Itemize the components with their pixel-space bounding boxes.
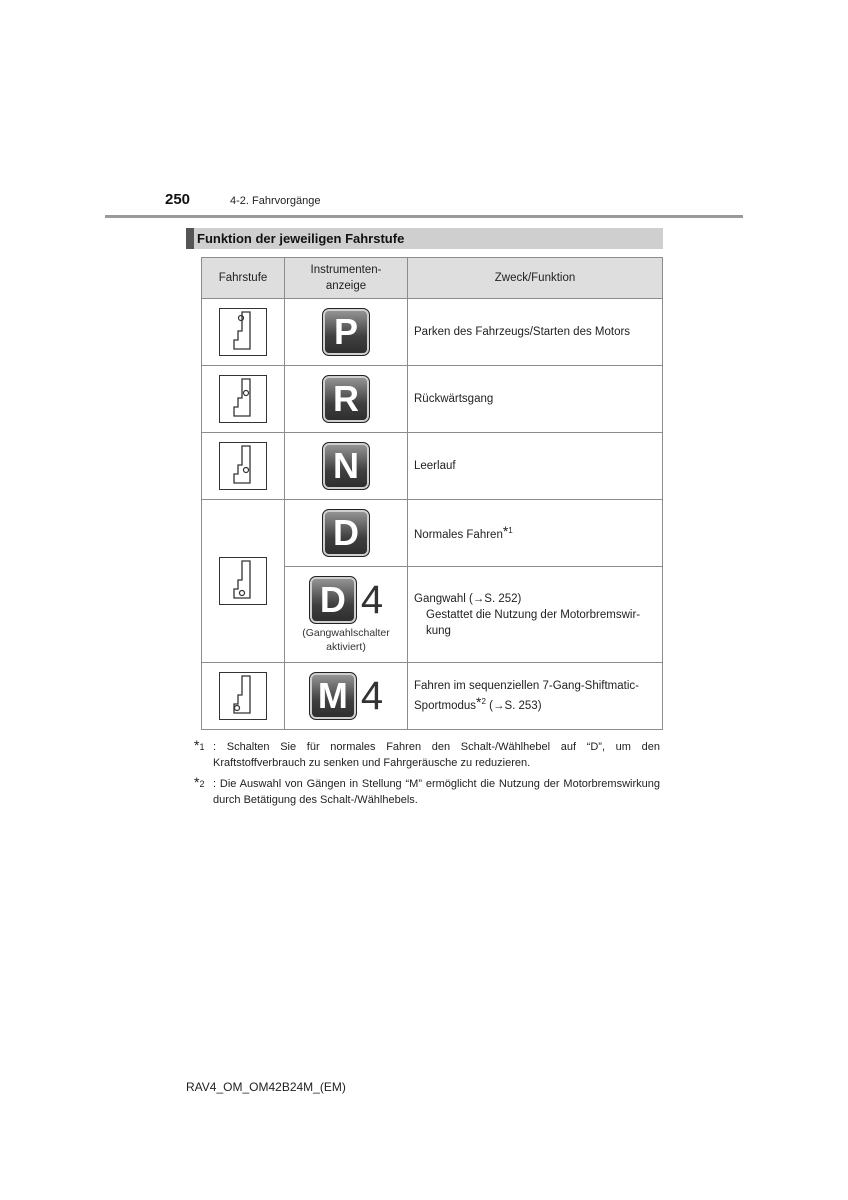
footnote-star: * bbox=[502, 523, 509, 540]
page-number: 250 bbox=[165, 191, 191, 208]
table-row bbox=[202, 500, 663, 567]
shift-gate-r-icon bbox=[219, 375, 267, 423]
document-code: RAV4_OM_OM42B24M_(EM) bbox=[186, 1080, 346, 1094]
indicator-d4 bbox=[309, 576, 383, 624]
indicator-p-badge: P bbox=[322, 308, 370, 356]
indicator-m-badge: M bbox=[309, 672, 357, 720]
table-row bbox=[202, 366, 663, 433]
description-p: Parken des Fahrzeugs/Starten des Motors bbox=[408, 299, 663, 366]
table-row bbox=[202, 299, 663, 366]
table-row bbox=[202, 663, 663, 730]
description-d: Normales Fahren*$^1$ bbox=[408, 500, 663, 567]
chapter-title: 4-2. Fahrvorgänge bbox=[230, 195, 321, 207]
shift-gate-m-icon bbox=[219, 672, 267, 720]
table-header-row bbox=[202, 258, 663, 299]
indicator-d-badge: D bbox=[322, 509, 370, 557]
indicator-m4 bbox=[309, 672, 383, 720]
description-d4: Gangwahl (→S. 252) Gestattet die Nutzung der Motorbremswir- kung bbox=[408, 567, 663, 663]
shift-gate-d-icon bbox=[219, 557, 267, 605]
section-heading: Funktion der jeweiligen Fahrstufe bbox=[186, 228, 663, 249]
footnotes bbox=[194, 739, 660, 813]
header-rule bbox=[105, 215, 743, 218]
description-r: Rückwärtsgang bbox=[408, 366, 663, 433]
footnote-star: * bbox=[476, 694, 482, 711]
indicator-n-badge: N bbox=[322, 442, 370, 490]
table-row bbox=[202, 433, 663, 500]
description-n: Leerlauf bbox=[408, 433, 663, 500]
col-header-zweck: Zweck/Funktion bbox=[408, 258, 663, 299]
shift-gate-p-icon bbox=[219, 308, 267, 356]
footnote-1: *1 : Schalten Sie für normales Fahren den Schalt-/Wählhebel auf “D”, um den Kraftstoffverbrauch zu senken und Fahrgeräusche zu reduzieren. bbox=[194, 737, 660, 769]
description-m4: Fahren im sequenziellen 7-Gang-Shiftmatic- Sportmodus*$^2$ (→S. 253) bbox=[408, 663, 663, 730]
indicator-gear-digit: 4 bbox=[360, 577, 384, 622]
shift-gate-n-icon bbox=[219, 442, 267, 490]
col-header-instrumentenanzeige: Instrumenten- anzeige bbox=[285, 258, 408, 299]
indicator-note: (Gangwahlschalter aktiviert) bbox=[302, 626, 390, 653]
indicator-r-badge: R bbox=[322, 375, 370, 423]
footnote-2: *2 : Die Auswahl von Gängen in Stellung “M” ermöglicht die Nutzung der Motorbremswirkung durch Betätigung des Schalt-/Wählhebels. bbox=[194, 774, 660, 806]
gear-function-table bbox=[201, 257, 663, 730]
footnote-ref-1: 1 bbox=[508, 526, 513, 536]
indicator-gear-digit: 4 bbox=[360, 674, 384, 718]
footnote-ref-2: 2 bbox=[481, 697, 486, 707]
indicator-d-badge: D bbox=[309, 576, 357, 624]
col-header-fahrstufe: Fahrstufe bbox=[202, 258, 285, 299]
